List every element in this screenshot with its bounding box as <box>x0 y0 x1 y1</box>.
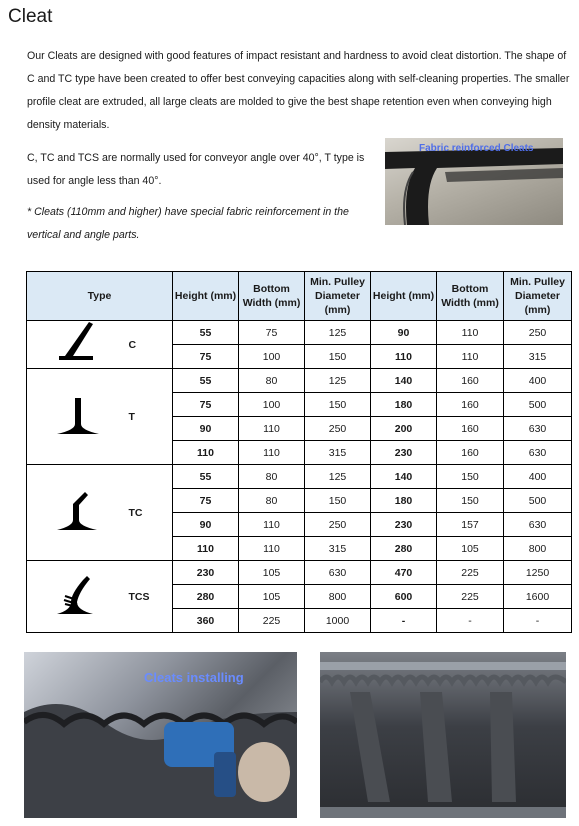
cleat-type-label: TCS <box>129 561 173 633</box>
table-row <box>27 321 572 345</box>
height-cell: 90 <box>371 321 437 345</box>
bottom-width-cell: 225 <box>239 609 305 633</box>
tcs-cleat-profile-icon <box>27 561 129 633</box>
min-pulley-cell: 630 <box>504 417 572 441</box>
bottom-width-cell: 150 <box>437 465 504 489</box>
cleat-type-label: TC <box>129 465 173 561</box>
bottom-width-cell: 80 <box>239 369 305 393</box>
bottom-width-cell: 160 <box>437 393 504 417</box>
bottom-width-cell: 105 <box>239 585 305 609</box>
height-cell: 75 <box>173 489 239 513</box>
angle-note: C, TC and TCS are normally used for conveyor angle over 40°, T type is used for angle less than 40°. <box>27 152 365 187</box>
bottom-width-cell: 100 <box>239 393 305 417</box>
min-pulley-header: Min. Pulley Diameter (mm) <box>305 272 371 321</box>
min-pulley-cell: 315 <box>305 537 371 561</box>
min-pulley-cell: - <box>504 609 572 633</box>
cleat-type-label: T <box>129 369 173 465</box>
c-cleat-profile-icon <box>27 321 129 369</box>
height-cell: 180 <box>371 393 437 417</box>
height-cell: 140 <box>371 369 437 393</box>
table-row <box>27 465 572 489</box>
height-cell: - <box>371 609 437 633</box>
bottom-width-cell: 75 <box>239 321 305 345</box>
min-pulley-header: Min. Pulley Diameter (mm) <box>504 272 572 321</box>
bottom-width-cell: 110 <box>239 513 305 537</box>
min-pulley-cell: 800 <box>305 585 371 609</box>
min-pulley-cell: 630 <box>504 513 572 537</box>
bottom-width-cell: 150 <box>437 489 504 513</box>
type-header: Type <box>27 272 173 321</box>
height-cell: 280 <box>371 537 437 561</box>
height-cell: 75 <box>173 345 239 369</box>
t-cleat-profile-icon <box>27 369 129 465</box>
cleated-belt-photo <box>320 652 566 818</box>
intro-paragraph: Our Cleats are designed with good features of impact resistant and hardness to avoid cleat distortion. The shape of C and TC type have been created to offer best conveying capacities along with self-cleaning properties. The smaller profile cleat are extruded, all large cleats are molded to give the best shape retention even when conveying high density materials. <box>27 50 570 131</box>
cleat-type-label: C <box>129 321 173 369</box>
tc-cleat-profile-icon <box>27 465 129 561</box>
table-header-row <box>27 272 572 321</box>
bottom-width-cell: 160 <box>437 441 504 465</box>
install-photo-caption: Cleats installing <box>144 670 244 685</box>
bottom-width-cell: 110 <box>239 441 305 465</box>
height-cell: 110 <box>173 537 239 561</box>
height-cell: 140 <box>371 465 437 489</box>
height-cell: 110 <box>173 441 239 465</box>
min-pulley-cell: 125 <box>305 369 371 393</box>
height-cell: 90 <box>173 513 239 537</box>
min-pulley-cell: 400 <box>504 465 572 489</box>
min-pulley-cell: 150 <box>305 345 371 369</box>
cleat-spec-table <box>26 271 572 633</box>
min-pulley-cell: 125 <box>305 321 371 345</box>
min-pulley-cell: 250 <box>504 321 572 345</box>
min-pulley-cell: 315 <box>305 441 371 465</box>
min-pulley-cell: 630 <box>504 441 572 465</box>
bottom-width-cell: 80 <box>239 465 305 489</box>
min-pulley-cell: 500 <box>504 393 572 417</box>
height-cell: 200 <box>371 417 437 441</box>
bottom-width-cell: 105 <box>239 561 305 585</box>
bottom-width-header: Bottom Width (mm) <box>437 272 504 321</box>
height-header: Height (mm) <box>371 272 437 321</box>
height-cell: 230 <box>371 441 437 465</box>
min-pulley-cell: 150 <box>305 393 371 417</box>
min-pulley-cell: 1600 <box>504 585 572 609</box>
height-cell: 55 <box>173 369 239 393</box>
fabric-reinforced-cleat-photo <box>385 138 563 225</box>
height-cell: 230 <box>173 561 239 585</box>
bottom-width-cell: 105 <box>437 537 504 561</box>
fabric-photo-caption: Fabric reinforced Cleats <box>419 143 534 154</box>
bottom-width-cell: 110 <box>437 345 504 369</box>
table-row <box>27 369 572 393</box>
min-pulley-cell: 150 <box>305 489 371 513</box>
min-pulley-cell: 250 <box>305 417 371 441</box>
min-pulley-cell: 315 <box>504 345 572 369</box>
page-title: Cleat <box>8 6 53 27</box>
bottom-width-header: Bottom Width (mm) <box>239 272 305 321</box>
bottom-width-cell: 225 <box>437 561 504 585</box>
height-cell: 55 <box>173 321 239 345</box>
min-pulley-cell: 500 <box>504 489 572 513</box>
height-cell: 470 <box>371 561 437 585</box>
min-pulley-cell: 250 <box>305 513 371 537</box>
bottom-width-cell: - <box>437 609 504 633</box>
height-header: Height (mm) <box>173 272 239 321</box>
height-cell: 230 <box>371 513 437 537</box>
height-cell: 280 <box>173 585 239 609</box>
bottom-width-cell: 80 <box>239 489 305 513</box>
cleated-belt-illustration <box>320 652 566 818</box>
height-cell: 75 <box>173 393 239 417</box>
bottom-width-cell: 100 <box>239 345 305 369</box>
height-cell: 600 <box>371 585 437 609</box>
height-cell: 360 <box>173 609 239 633</box>
cleats-installing-photo <box>24 652 297 818</box>
min-pulley-cell: 400 <box>504 369 572 393</box>
fabric-note: * Cleats (110mm and higher) have special fabric reinforcement in the vertical and angle parts. <box>27 206 349 241</box>
height-cell: 90 <box>173 417 239 441</box>
min-pulley-cell: 630 <box>305 561 371 585</box>
bottom-width-cell: 160 <box>437 369 504 393</box>
bottom-width-cell: 157 <box>437 513 504 537</box>
min-pulley-cell: 125 <box>305 465 371 489</box>
table-row <box>27 561 572 585</box>
bottom-width-cell: 110 <box>437 321 504 345</box>
min-pulley-cell: 1250 <box>504 561 572 585</box>
height-cell: 55 <box>173 465 239 489</box>
height-cell: 180 <box>371 489 437 513</box>
min-pulley-cell: 1000 <box>305 609 371 633</box>
bottom-width-cell: 110 <box>239 417 305 441</box>
height-cell: 110 <box>371 345 437 369</box>
bottom-width-cell: 160 <box>437 417 504 441</box>
bottom-width-cell: 225 <box>437 585 504 609</box>
min-pulley-cell: 800 <box>504 537 572 561</box>
bottom-width-cell: 110 <box>239 537 305 561</box>
